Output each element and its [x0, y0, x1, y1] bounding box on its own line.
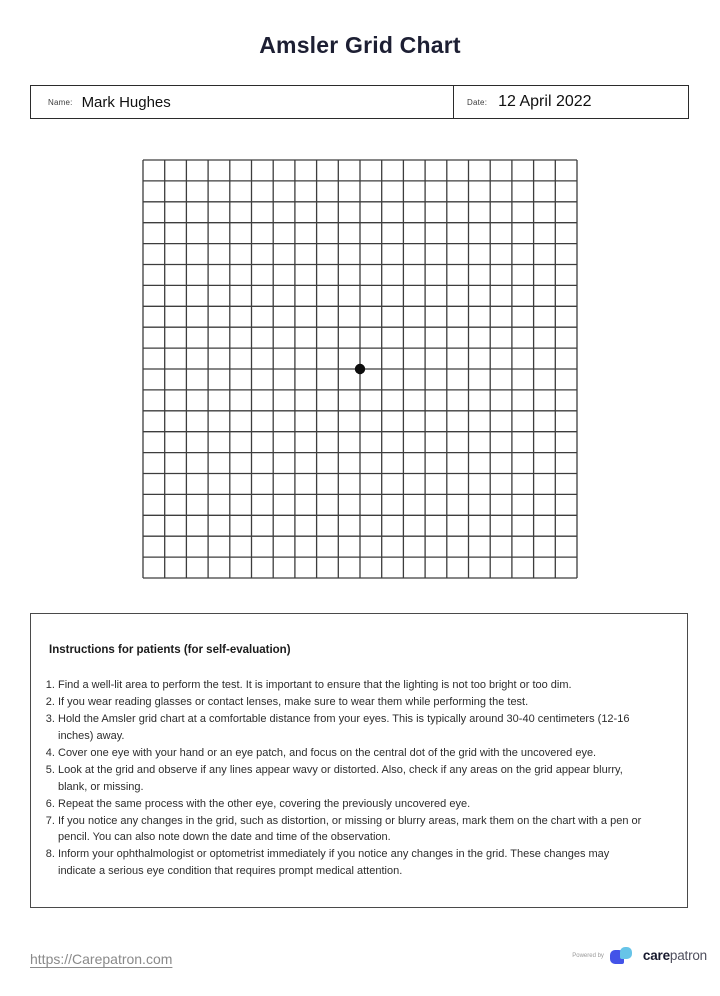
instruction-item: 2. If you wear reading glasses or contact lenses, make sure to wear them while performing the test. [58, 694, 650, 711]
wordmark-care: care [642, 948, 670, 963]
name-label: Name: [48, 97, 73, 107]
patient-info-table [30, 85, 689, 119]
amsler-grid-svg [142, 159, 578, 579]
carepatron-link[interactable]: https://Carepatron.com [30, 951, 173, 967]
date-value: 12 April 2022 [498, 93, 592, 110]
instructions-heading: Instructions for patients (for self-evaluation) [49, 644, 291, 656]
logo-bubble-light [620, 947, 632, 959]
instructions-list [31, 677, 650, 880]
center-dot [355, 364, 365, 374]
carepatron-logo-icon [610, 947, 637, 964]
instruction-item: 1. Find a well-lit area to perform the test. It is important to ensure that the lighting is not too bright or too dim. [58, 677, 650, 694]
instructions-section [30, 613, 688, 908]
wordmark-patron: patron [669, 948, 707, 963]
date-label: Date: [467, 97, 488, 107]
powered-by-label: Powered by [572, 952, 604, 959]
instruction-item: 8. Inform your ophthalmologist or optometrist immediately if you notice any changes in the grid. These changes may indicate a serious eye condition that requires prompt medical attention. [58, 846, 650, 879]
instruction-item: 5. Look at the grid and observe if any lines appear wavy or distorted. Also, check if any areas on the grid appear blurry, blank, or missing. [58, 762, 650, 795]
instruction-item: 4. Cover one eye with your hand or an eye patch, and focus on the central dot of the grid with the uncovered eye. [58, 745, 650, 762]
instruction-item: 6. Repeat the same process with the other eye, covering the previously uncovered eye. [58, 796, 650, 813]
page-title: Amsler Grid Chart [259, 32, 461, 58]
amsler-grid [142, 159, 578, 579]
carepatron-wordmark [643, 948, 707, 963]
date-field [454, 86, 688, 118]
name-field [31, 86, 454, 118]
name-value: Mark Hughes [81, 93, 171, 111]
instruction-item: 7. If you notice any changes in the grid, such as distortion, or missing or blurry areas, mark them on the chart with a pen or pencil. You can also note down the date and time of the observation. [58, 813, 650, 846]
powered-by-badge [572, 947, 707, 964]
instruction-item: 3. Hold the Amsler grid chart at a comfortable distance from your eyes. This is typically around 30-40 centimeters (12-16 inches) away. [58, 711, 650, 744]
